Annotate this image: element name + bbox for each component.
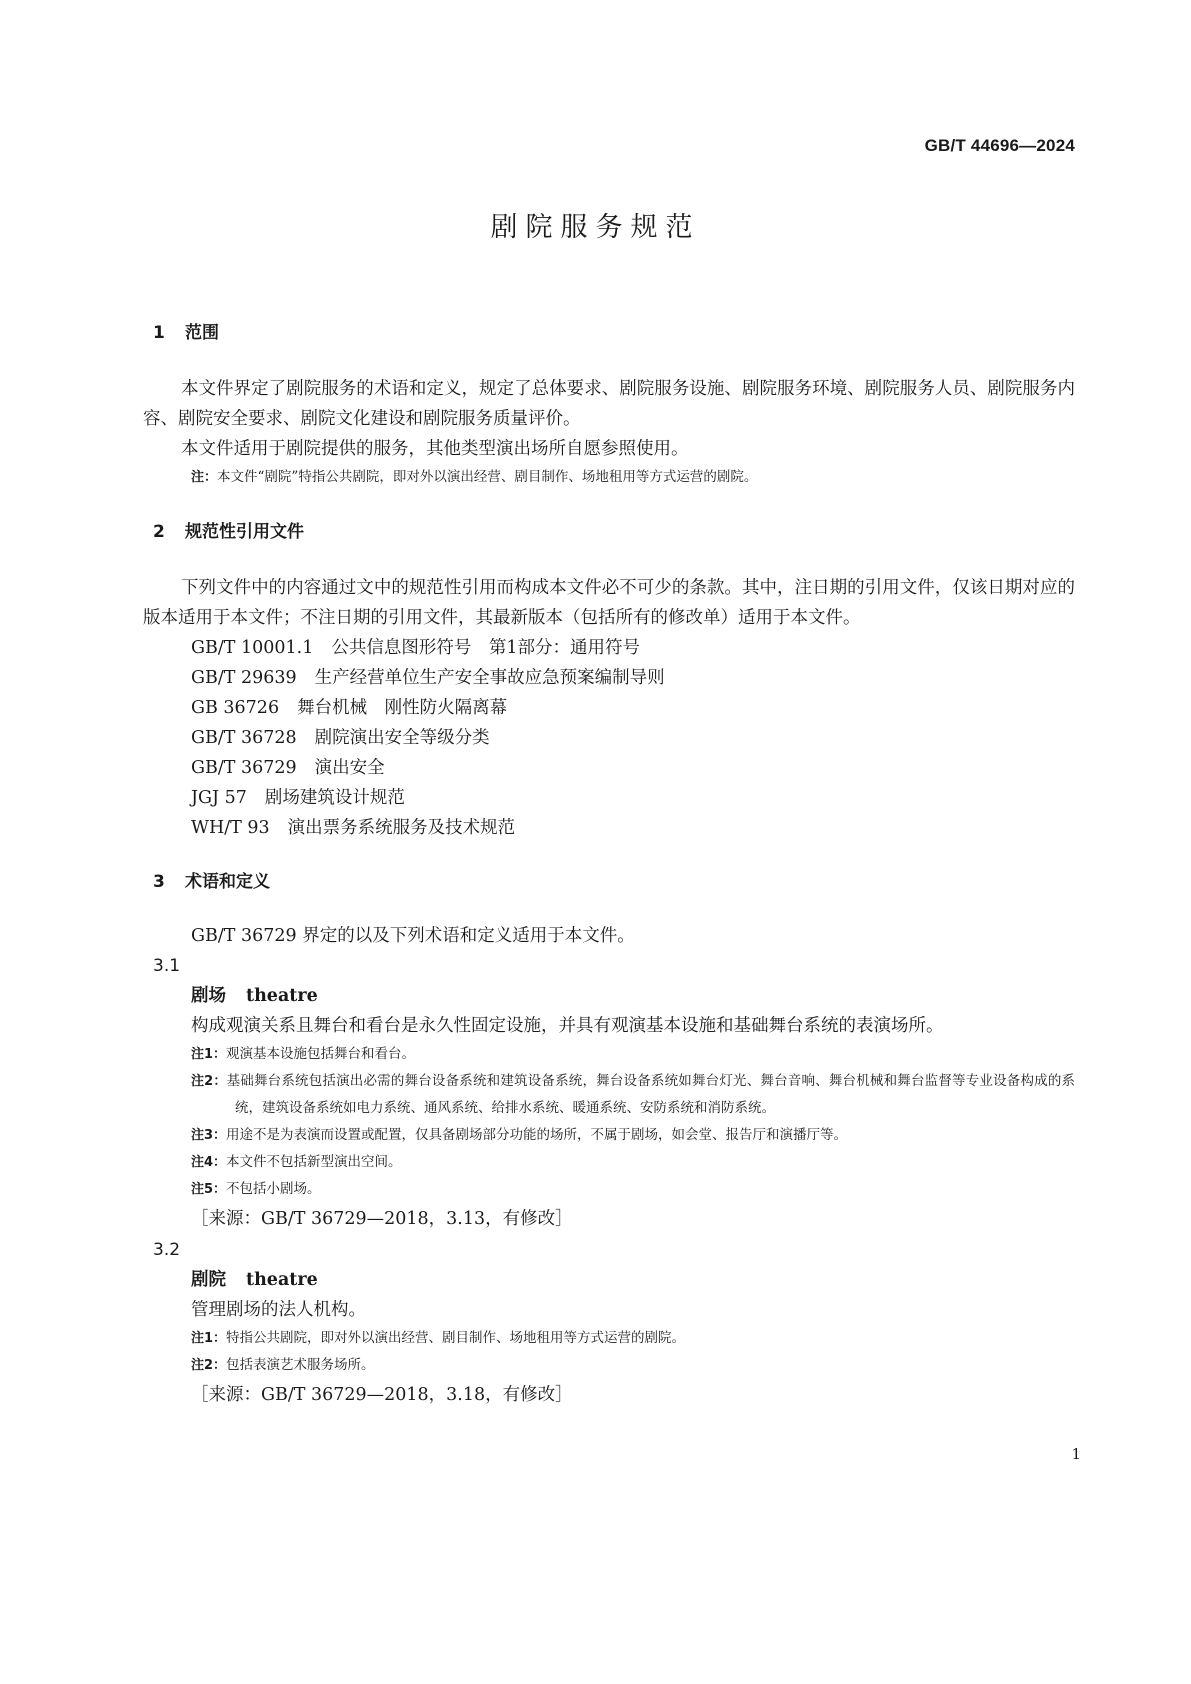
- paragraph: 本文件界定了剧院服务的术语和定义，规定了总体要求、剧院服务设施、剧院服务环境、剧院服务人员、剧院服务内容、剧院安全要求、剧院文化建设和剧院服务质量评价。: [143, 379, 1075, 429]
- section-title: 术语和定义: [185, 872, 270, 892]
- section-scope: [143, 318, 1075, 491]
- section-title: 规范性引用文件: [185, 522, 304, 542]
- term-entry: [153, 951, 1075, 1235]
- reference-code: WH/T 93: [191, 818, 270, 838]
- reference-title: 剧院演出安全等级分类: [314, 728, 490, 748]
- page-number: 1: [1071, 1445, 1081, 1463]
- reference-title: 剧场建筑设计规范: [264, 788, 405, 808]
- note: [153, 1352, 1075, 1379]
- note-label: 注：: [191, 470, 218, 485]
- note-text: 基础舞台系统包括演出必需的舞台设备系统和建筑设备系统，舞台设备系统如舞台灯光、舞台音响、舞台机械和舞台监督等专业设备构成的系统，建筑设备系统如电力系统、通风系统、给排水系统、暖通系统、安防系统和消防系统。: [226, 1073, 1076, 1116]
- term-name: [153, 1265, 1075, 1295]
- reference-item: [153, 783, 1075, 813]
- reference-item: [153, 723, 1075, 753]
- standard-number: GB/T 44696—2024: [924, 136, 1075, 155]
- note: [153, 1068, 1075, 1122]
- note-text: 特指公共剧院，即对外以演出经营、剧目制作、场地租用等方式运营的剧院。: [226, 1330, 686, 1346]
- term-number: 3.2: [153, 1240, 181, 1260]
- section-number: 2: [153, 522, 165, 542]
- note-label: 注1：: [191, 1047, 227, 1062]
- reference-list: [153, 633, 1075, 843]
- reference-code: JGJ 57: [191, 788, 247, 808]
- term-entry: [153, 1235, 1075, 1411]
- note-text: 本文件“剧院”特指公共剧院，即对外以演出经营、剧目制作、场地租用等方式运营的剧院。: [217, 469, 758, 485]
- note-label: 注2：: [191, 1358, 227, 1373]
- note-label: 注4：: [191, 1155, 227, 1170]
- reference-title: 舞台机械 刚性防火隔离幕: [297, 698, 508, 718]
- term-zh: 剧院: [191, 1270, 226, 1290]
- note: [153, 1041, 1075, 1068]
- term-en: theatre: [246, 1270, 318, 1290]
- section-normative-references: [143, 517, 1075, 843]
- section-heading: [153, 318, 1075, 348]
- reference-item: [153, 633, 1075, 663]
- note: [153, 1149, 1075, 1176]
- reference-item: [153, 663, 1075, 693]
- note: [153, 464, 1075, 491]
- section-heading: [153, 517, 1075, 547]
- section-terms-definitions: [153, 867, 1075, 1411]
- term-source: ［来源：GB/T 36729—2018，3.13，有修改］: [191, 1209, 573, 1229]
- term-zh: 剧场: [191, 986, 226, 1006]
- reference-code: GB/T 36729: [191, 758, 297, 778]
- term-name: [153, 981, 1075, 1011]
- note: [153, 1176, 1075, 1203]
- paragraph: 本文件适用于剧院提供的服务，其他类型演出场所自愿参照使用。: [181, 439, 689, 459]
- note: [153, 1122, 1075, 1149]
- term-definition: 管理剧场的法人机构。: [191, 1300, 366, 1320]
- reference-code: GB 36726: [191, 698, 280, 718]
- reference-code: GB/T 29639: [191, 668, 297, 688]
- term-number: 3.1: [153, 956, 181, 976]
- note-text: 观演基本设施包括舞台和看台。: [226, 1046, 416, 1062]
- reference-item: [153, 753, 1075, 783]
- reference-code: GB/T 36728: [191, 728, 297, 748]
- note-text: 包括表演艺术服务场所。: [226, 1357, 375, 1373]
- reference-item: [153, 693, 1075, 723]
- note-label: 注2：: [191, 1074, 227, 1089]
- reference-item: [153, 813, 1075, 843]
- section-number: 1: [153, 323, 165, 343]
- section-heading: [153, 867, 1075, 897]
- note-text: 本文件不包括新型演出空间。: [226, 1154, 402, 1170]
- section-intro: GB/T 36729 界定的以及下列术语和定义适用于本文件。: [191, 926, 635, 946]
- note-text: 不包括小剧场。: [226, 1181, 321, 1197]
- reference-title: 公共信息图形符号 第1部分：通用符号: [331, 638, 640, 658]
- reference-title: 生产经营单位生产安全事故应急预案编制导则: [314, 668, 665, 688]
- document-title: 剧院服务规范: [490, 212, 701, 243]
- reference-title: 演出票务系统服务及技术规范: [287, 818, 516, 838]
- section-title: 范围: [185, 323, 219, 343]
- note-label: 注3：: [191, 1128, 227, 1143]
- term-source: ［来源：GB/T 36729—2018，3.18，有修改］: [191, 1385, 573, 1405]
- note-text: 用途不是为表演而设置或配置，仅具备剧场部分功能的场所，不属于剧场，如会堂、报告厅和演播厅等。: [226, 1127, 848, 1143]
- reference-title: 演出安全: [314, 758, 385, 778]
- reference-code: GB/T 10001.1: [191, 638, 314, 658]
- note-label: 注1：: [191, 1331, 227, 1346]
- term-definition: 构成观演关系且舞台和看台是永久性固定设施，并具有观演基本设施和基础舞台系统的表演场所。: [191, 1016, 944, 1036]
- paragraph: 下列文件中的内容通过文中的规范性引用而构成本文件必不可少的条款。其中，注日期的引用文件，仅该日期对应的版本适用于本文件；不注日期的引用文件，其最新版本（包括所有的修改单）适用于本文件。: [143, 578, 1075, 628]
- document-body: [143, 318, 1076, 1411]
- note-label: 注5：: [191, 1182, 227, 1197]
- note: [153, 1325, 1075, 1352]
- term-en: theatre: [246, 986, 318, 1006]
- section-number: 3: [153, 872, 165, 892]
